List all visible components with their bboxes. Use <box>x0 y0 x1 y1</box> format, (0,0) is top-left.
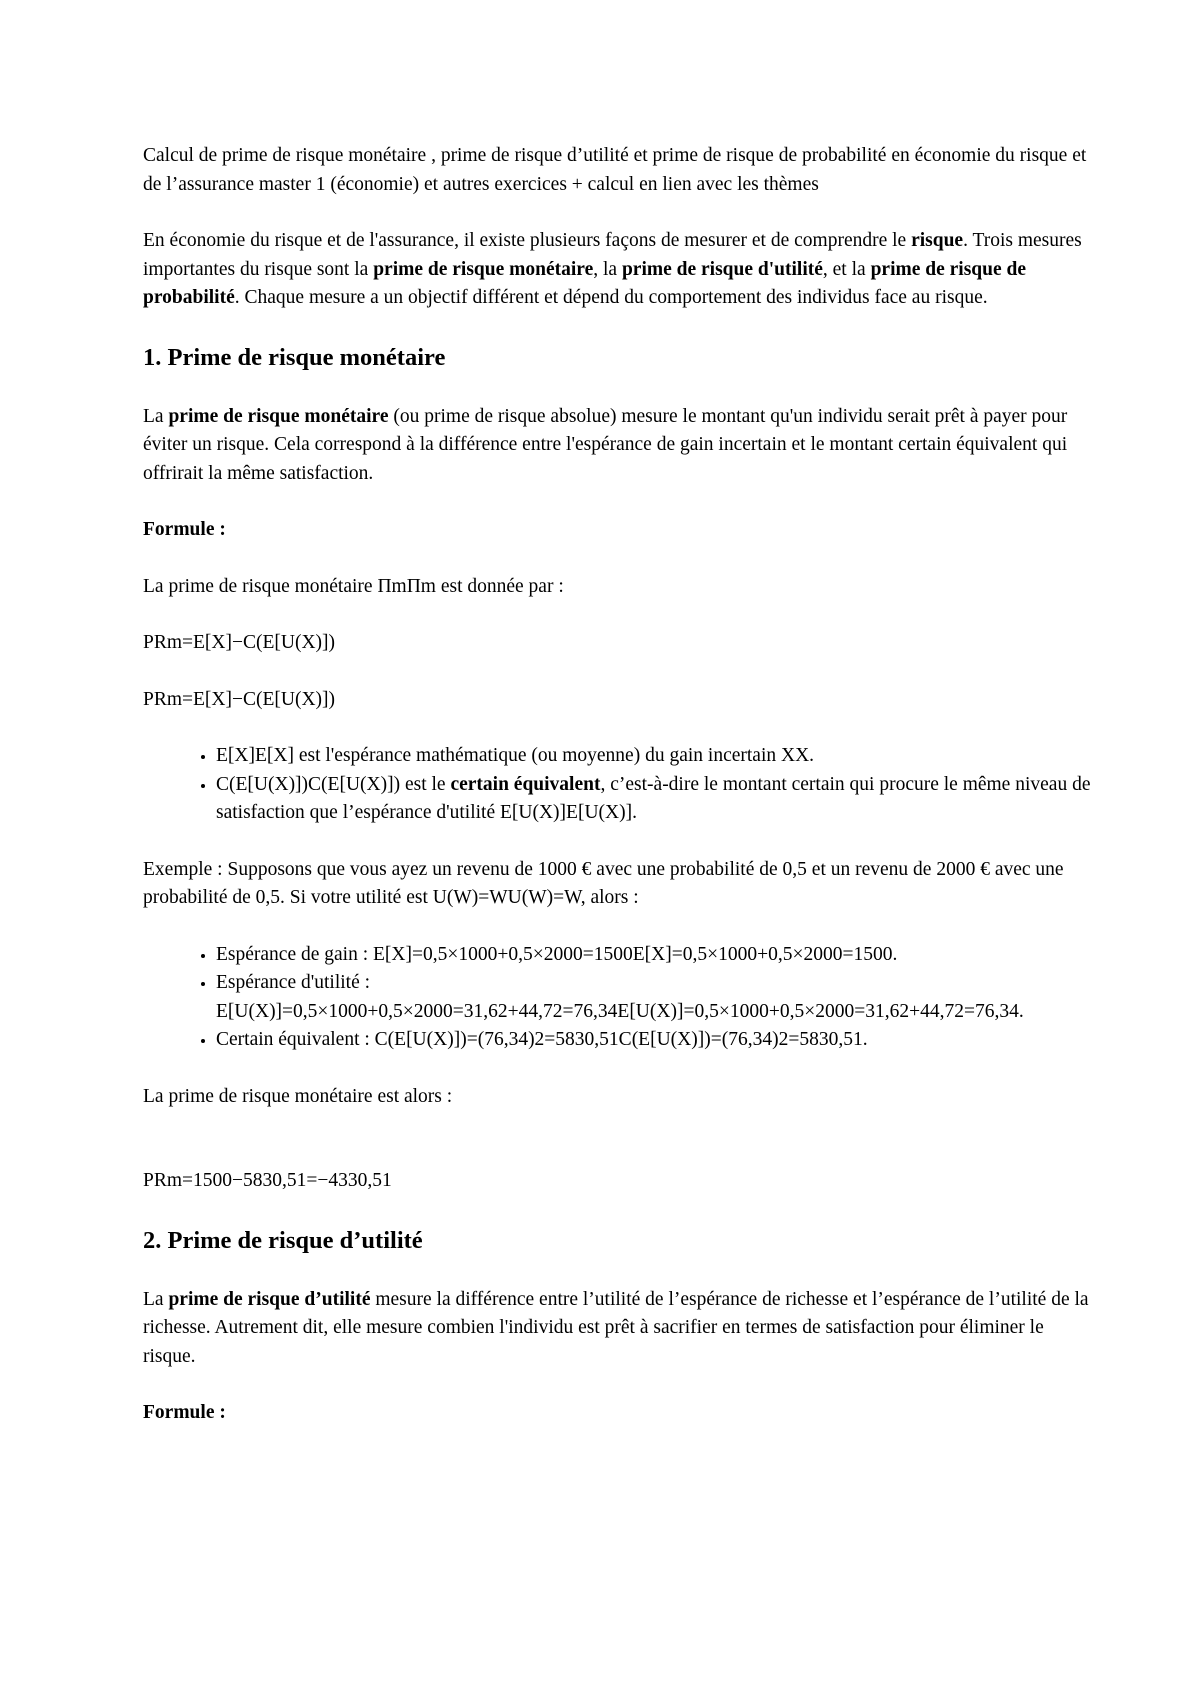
bold-term: prime de risque d'utilité <box>621 258 823 280</box>
formule-label: Formule : <box>143 1402 226 1423</box>
intro-paragraph: Calcul de prime de risque monétaire , prime de risque d’utilité et prime de risque de probabilité en économie du risque et de l’assurance master 1 (économie) et autres exercices + calcul en lien avec les thèmes <box>143 145 1087 195</box>
bold-term: prime de risque monétaire <box>373 258 594 280</box>
bold-term: risque <box>911 230 964 251</box>
text-run: , la <box>593 258 622 280</box>
formula-line: PRm=E[X]−C(E[U(X)]) <box>143 632 336 653</box>
bold-term: certain équivalent <box>450 773 601 795</box>
spacer <box>143 1139 1093 1167</box>
example-list <box>143 941 1093 1055</box>
text-run: , et la <box>822 258 871 280</box>
text-run: mesure la différence entre l’utilité de l’espérance de richesse et l’espérance de l’utilité de la richesse. Autrement dit, elle mesure combien l'individu est prêt à sacrifier en termes de satisfaction pour éliminer le risque. <box>143 1288 1089 1367</box>
formule-label: Formule : <box>143 519 226 540</box>
example-paragraph: Exemple : Supposons que vous ayez un revenu de 1000 € avec une probabilité de 0,5 et un revenu de 2000 € avec une probabilité de 0,5. Si votre utilité est U(W)=WU(W)=W, alors : <box>143 858 1064 908</box>
text-run: (ou prime de risque absolue) mesure le montant qu'un individu serait prêt à payer pour éviter un risque. Cela correspond à la différence entre l'espérance de gain incertain et le montant certain équivalent qui offrirait la même satisfaction. <box>143 405 1068 484</box>
formula-line: PRm=E[X]−C(E[U(X)]) <box>143 688 336 710</box>
list-item: • Espérance d'utilité : E[U(X)]=0,5×1000+0,5×2000=31,62+44,72=76,34E[U(X)]=0,5×1000+0,5×2000=31,62+44,72=76,34. <box>216 969 1093 1026</box>
text-run: , c’est-à-dire le montant certain qui procure le même niveau de satisfaction que l’espérance d'utilité E[U(X)]E[U(X)]. <box>216 773 1091 823</box>
list-item: • Espérance de gain : E[X]=0,5×1000+0,5×2000=1500E[X]=0,5×1000+0,5×2000=1500. <box>216 941 1093 970</box>
text-run: La <box>143 1288 169 1310</box>
text-run: C(E[U(X)])C(E[U(X)]) est le <box>216 773 451 795</box>
bold-term: prime de risque monétaire <box>168 405 389 427</box>
text-run: . Chaque mesure a un objectif différent et dépend du comportement des individus face au risque. <box>234 287 988 308</box>
list-item: • Certain équivalent : C(E[U(X)])=(76,34)2=5830,51C(E[U(X)])=(76,34)2=5830,51. <box>216 1026 1093 1055</box>
document-body <box>143 142 1093 1456</box>
bold-term: prime de risque de probabilité <box>143 258 1027 308</box>
text-run: . Trois mesures importantes du risque sont la <box>143 230 1082 280</box>
section-heading-1: 1. Prime de risque monétaire <box>143 343 446 371</box>
formula-intro: La prime de risque monétaire ΠmΠm est donnée par : <box>143 575 564 597</box>
bold-term: prime de risque d’utilité <box>168 1288 371 1310</box>
result-formula: PRm=1500−5830,51=−4330,51 <box>143 1170 392 1191</box>
section1-definition <box>143 403 1093 489</box>
result-intro: La prime de risque monétaire est alors : <box>143 1085 453 1107</box>
list-item: • E[X]E[X] est l'espérance mathématique (ou moyenne) du gain incertain XX. <box>216 742 1093 771</box>
list-item <box>216 771 1093 828</box>
text-run: La <box>143 405 169 427</box>
text-run: En économie du risque et de l'assurance, il existe plusieurs façons de mesurer et de comprendre le <box>143 230 912 251</box>
formula-terms-list <box>143 742 1093 828</box>
section2-definition <box>143 1286 1093 1372</box>
section-heading-2: 2. Prime de risque d’utilité <box>143 1226 423 1254</box>
overview-paragraph <box>143 227 1093 313</box>
